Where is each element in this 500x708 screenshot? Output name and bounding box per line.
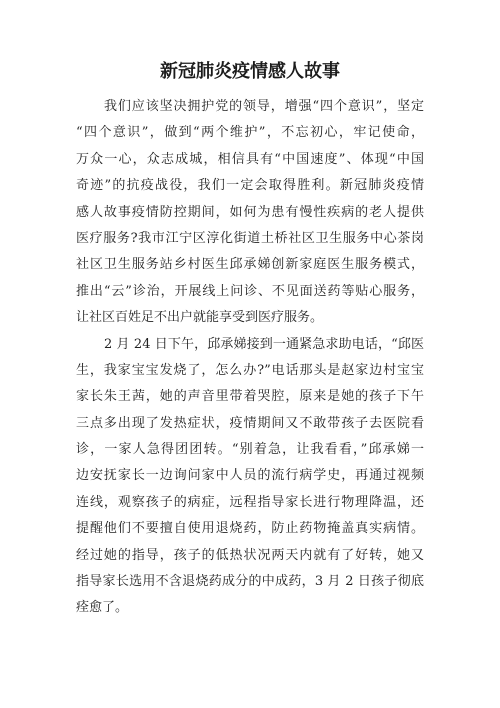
document-body — [76, 94, 424, 622]
paragraph-line: 经过她的指导，孩子的低热状况两天内就有了好转，她又 — [76, 547, 424, 563]
paragraph-2 — [76, 332, 424, 622]
paragraph-line: “四个意识”，做到“两个维护”，不忘初心，牢记使命， — [76, 125, 424, 141]
paragraph-line: 2 月 24 日下午，邱承娣接到一通紧急求助电话，“邱医 — [104, 336, 424, 352]
paragraph-line: 连线，观察孩子的病症，远程指导家长进行物理降温，还 — [76, 494, 424, 510]
paragraph-1 — [76, 94, 424, 332]
paragraph-line: 感人故事疫情防控期间，如何为患有慢性疾病的老人提供 — [76, 204, 424, 220]
paragraph-line: 推出“云”诊治，开展线上问诊、不见面送药等贴心服务， — [76, 283, 424, 299]
document-title: 新冠肺炎疫情感人故事 — [160, 61, 340, 82]
paragraph-line: 提醒他们不要擅自使用退烧药，防止药物掩盖真实病情。 — [76, 521, 424, 537]
paragraph-line: 奇迹”的抗疫战役，我们一定会取得胜利。新冠肺炎疫情 — [76, 178, 424, 194]
paragraph-line: 家长朱王茜，她的声音里带着哭腔，原来是她的孩子下午 — [76, 389, 424, 405]
paragraph-line: 边安抚家长一边询问家中人员的流行病学史，再通过视频 — [76, 468, 424, 484]
paragraph-line: 三点多出现了发热症状，疫情期间又不敢带孩子去医院看 — [76, 415, 424, 431]
paragraph-line: 生，我家宝宝发烧了，怎么办?”电话那头是赵家边村宝宝 — [76, 362, 424, 378]
paragraph-line: 痊愈了。 — [76, 600, 129, 616]
paragraph-line: 让社区百姓足不出户就能享受到医疗服务。 — [76, 310, 324, 326]
paragraph-line: 医疗服务?我市江宁区淳化街道土桥社区卫生服务中心茶岗 — [76, 230, 424, 246]
paragraph-line: 社区卫生服务站乡村医生邱承娣创新家庭医生服务模式， — [76, 257, 424, 273]
paragraph-line: 诊，一家人急得团团转。“别着急，让我看看，”邱承娣一 — [76, 442, 424, 458]
paragraph-line: 万众一心，众志成城，相信具有“中国速度”、体现“中国 — [76, 151, 424, 167]
paragraph-line: 指导家长选用不含退烧药成分的中成药，3 月 2 日孩子彻底 — [76, 574, 424, 590]
paragraph-line: 我们应该坚决拥护党的领导，增强“四个意识”，坚定 — [104, 99, 424, 114]
